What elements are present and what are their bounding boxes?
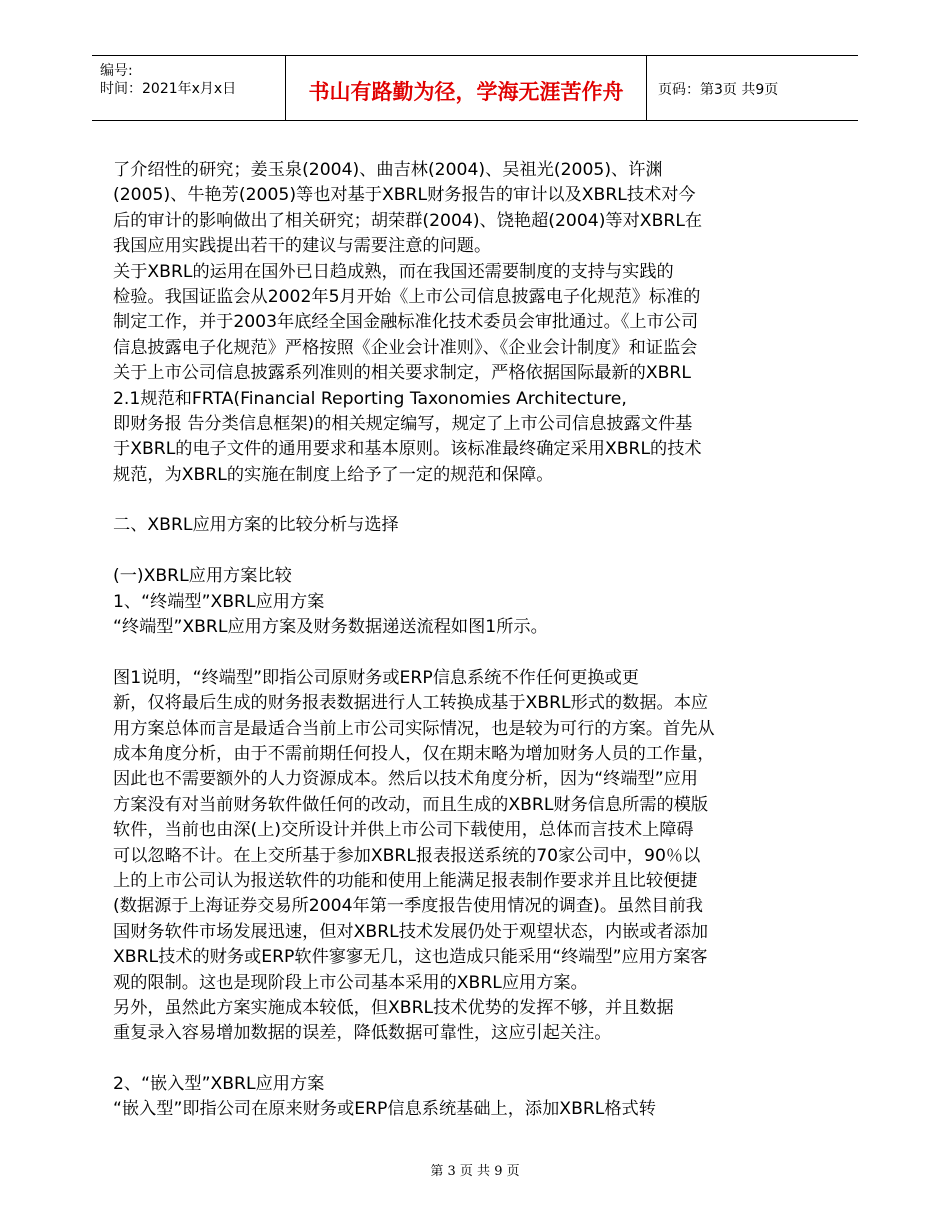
text-line: 后的审计的影响做出了相关研究；胡荣群(2004)、饶艳超(2004)等对XBRL在 (113, 210, 703, 231)
text-line: 关于上市公司信息披露系列准则的相关要求制定，严格依据国际最新的XBRL (113, 363, 691, 384)
text-line: 规范，为XBRL的实施在制度上给予了一定的规范和保障。 (113, 464, 554, 485)
text-line: XBRL技术的财务或ERP软件寥寥无几，这也造成只能采用“终端型”应用方案客 (113, 947, 708, 968)
motto-text: 书山有路勤为径，学海无涯苦作舟 (308, 80, 624, 104)
text-line: “终端型”XBRL应用方案及财务数据递送流程如图1所示。 (113, 617, 548, 638)
page-info-text: 页码：第3页 共9页 (658, 82, 779, 98)
text-line: 可以忽略不计。在上交所基于参加XBRL报表报送系统的70家公司中，90％以 (113, 845, 701, 866)
blank-line (113, 539, 773, 564)
text-line: 国财务软件市场发展迅速，但对XBRL技术发展仍处于观望状态，内嵌或者添加 (113, 921, 709, 942)
document-body (113, 158, 773, 1123)
text-line: 2、“嵌入型”XBRL应用方案 (113, 1074, 325, 1095)
text-line: 信息披露电子化规范》严格按照《企业会计准则》、《企业会计制度》和证监会 (113, 337, 698, 358)
blank-line (113, 640, 773, 665)
text-line: 因此也不需要额外的人力资源成本。然后以技术角度分析，因为“终端型”应用 (113, 769, 698, 790)
text-line: 另外，虽然此方案实施成本较低，但XBRL技术优势的发挥不够，并且数据 (113, 997, 674, 1018)
text-line: 了介绍性的研究；姜玉泉(2004)、曲吉林(2004)、吴祖光(2005)、许渊 (113, 160, 663, 180)
serial-number-label: 编号: (100, 63, 133, 79)
text-line: 关于XBRL的运用在国外已日趋成熟，而在我国还需要制度的支持与实践的 (113, 261, 674, 282)
page-footer: 第 3 页 共 9 页 (430, 1164, 520, 1179)
text-line: 即财务报 告分类信息框架)的相关规定编写，规定了上市公司信息披露文件基 (113, 413, 693, 434)
blank-line (113, 1047, 773, 1072)
page-header (92, 55, 858, 121)
text-line: 制定工作，并于2003年底经全国金融标准化技术委员会审批通过。《上市公司 (113, 312, 699, 333)
text-line: 方案没有对当前财务软件做任何的改动，而且生成的XBRL财务信息所需的模版 (113, 794, 709, 815)
text-line: “嵌入型”即指公司在原来财务或ERP信息系统基础上，添加XBRL格式转 (113, 1099, 656, 1120)
text-line: 上的上市公司认为报送软件的功能和使用上能满足报表制作要求并且比较便捷 (113, 870, 698, 891)
text-line: 二、XBRL应用方案的比较分析与选择 (113, 515, 399, 536)
header-info-cell (92, 56, 286, 120)
text-line: 用方案总体而言是最适合当前上市公司实际情况，也是较为可行的方案。首先从 (113, 718, 715, 739)
text-line: 检验。我国证监会从2002年5月开始《上市公司信息披露电子化规范》标准的 (113, 286, 701, 307)
header-motto-cell (286, 56, 647, 120)
text-line: 新，仅将最后生成的财务报表数据进行人工转换成基于XBRL形式的数据。本应 (113, 693, 709, 714)
text-line: 软件，当前也由深(上)交所设计并供上市公司下载使用，总体而言技术上障碍 (113, 820, 694, 841)
header-page-cell (648, 56, 858, 120)
text-line: (数据源于上海证券交易所2004年第一季度报告使用情况的调查)。虽然目前我 (113, 896, 703, 917)
text-line: 图1说明，“终端型”即指公司原财务或ERP信息系统不作任何更换或更 (113, 667, 639, 688)
text-line: 成本角度分析，由于不需前期任何投人，仅在期末略为增加财务人员的工作量， (113, 743, 715, 764)
text-line: 重复录入容易增加数据的误差，降低数据可靠性，这应引起关注。 (113, 1023, 612, 1044)
date-label: 时间：2021年x月x日 (100, 81, 237, 97)
text-line: 于XBRL的电子文件的通用要求和基本原则。该标准最终确定采用XBRL的技术 (113, 439, 702, 460)
blank-line (113, 488, 773, 513)
text-line: 我国应用实践提出若干的建议与需要注意的问题。 (113, 236, 492, 257)
text-line: 1、“终端型”XBRL应用方案 (113, 591, 325, 612)
text-line: (一)XBRL应用方案比较 (113, 566, 292, 587)
text-line: (2005)、牛艳芳(2005)等也对基于XBRL财务报告的审计以及XBRL技术对今 (113, 185, 696, 206)
text-line: 观的限制。这也是现阶段上市公司基本采用的XBRL应用方案。 (113, 972, 588, 993)
text-line: 2.1规范和FRTA(Financial Reporting Taxonomies Architecture, (113, 388, 627, 409)
